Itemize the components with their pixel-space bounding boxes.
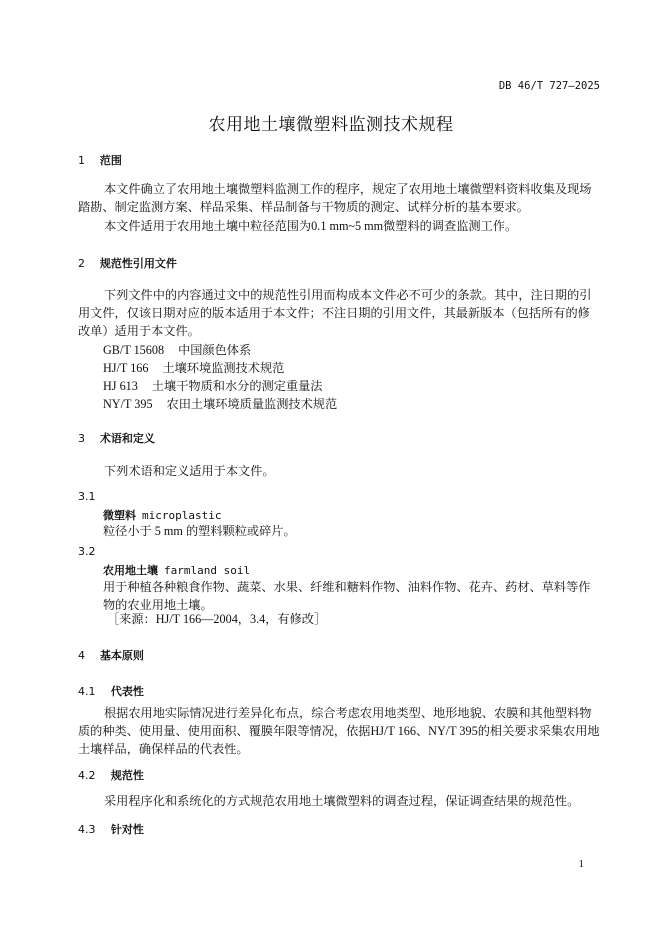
- reference-code: HJ/T 166: [103, 361, 149, 375]
- reference-title: 土壤干物质和水分的测定重量法: [151, 379, 323, 393]
- paragraph: 本文件确立了农用地土壤微塑料监测工作的程序，规定了农用地土壤微塑料资料收集及现场踏勘、制定监测方案、样品采集、样品制备与干物质的测定、试样分析的基本要求。: [78, 182, 592, 214]
- section-2-heading: [78, 255, 177, 271]
- reference-title: 土壤环境监测技术规范: [162, 361, 285, 375]
- subsection-title: 代表性: [110, 685, 144, 698]
- section-title: 基本原则: [99, 649, 144, 662]
- subsection-number: 4.1: [78, 685, 96, 698]
- subsection-title: 规范性: [110, 769, 144, 782]
- term-name-zh: 微塑料: [103, 509, 136, 522]
- section-1-heading: [78, 152, 122, 168]
- section-number: 2: [78, 257, 85, 270]
- subsection-title: 针对性: [110, 823, 144, 836]
- section-3-heading: [78, 430, 155, 446]
- reference-item: [103, 341, 251, 358]
- paragraph: 根据农用地实际情况进行差异化布点，综合考虑农用地类型、地形地貌、农膜和其他塑料物质的种类、使用量、使用面积、覆膜年限等情况，依据HJ/T 166、NY/T 395的相关要求采集农用地土壤样品，确保样品的代表性。: [78, 706, 600, 756]
- reference-item: [103, 377, 323, 394]
- term-source: ［来源：HJ/T 166—2004，3.4，有修改］: [107, 612, 327, 626]
- term-name-zh: 农用地土壤: [103, 564, 158, 577]
- document-title: 农用地土壤微塑料监测技术规程: [208, 115, 454, 135]
- section-number: 3: [78, 432, 85, 445]
- reference-title: 中国颜色体系: [178, 343, 252, 357]
- subsection-number: 4.3: [78, 823, 96, 836]
- term-name-en: farmland soil: [164, 564, 251, 577]
- subsection-number: 4.2: [78, 769, 96, 782]
- paragraph: 下列文件中的内容通过文中的规范性引用而构成本文件必不可少的条款。其中，注日期的引用文件，仅该日期对应的版本适用于本文件；不注日期的引用文件，其最新版本（包括所有的修改单）适用于本文件。: [78, 288, 592, 338]
- section-4-heading: [78, 647, 144, 663]
- reference-code: HJ 613: [103, 379, 138, 393]
- section-title: 规范性引用文件: [99, 257, 177, 270]
- term-name: [103, 507, 221, 523]
- reference-item: [103, 359, 284, 376]
- subsection-4-3-heading: [78, 821, 144, 837]
- term-number: 3.1: [78, 490, 96, 503]
- section-number: 4: [78, 649, 85, 662]
- term-name-en: microplastic: [142, 509, 222, 522]
- reference-item: [103, 395, 337, 412]
- paragraph: 采用程序化和系统化的方式规范农用地土壤微塑料的调查过程，保证调查结果的规范性。: [104, 794, 580, 808]
- term-definition: 粒径小于 5 mm 的塑料颗粒或碎片。: [103, 524, 296, 538]
- subsection-4-1-heading: [78, 683, 144, 699]
- paragraph: 本文件适用于农用地土壤中粒径范围为0.1 mm~5 mm微塑料的调查监测工作。: [104, 219, 518, 233]
- term-number: 3.2: [78, 545, 96, 558]
- subsection-4-2-heading: [78, 767, 144, 783]
- paragraph: 下列术语和定义适用于本文件。: [104, 464, 275, 478]
- page-number: 1: [578, 858, 584, 870]
- reference-title: 农田土壤环境质量监测技术规范: [166, 397, 338, 411]
- reference-code: GB/T 15608: [103, 343, 165, 357]
- term-definition: 用于种植各种粮食作物、蔬菜、水果、纤维和糖料作物、油料作物、花卉、药材、草料等作物的农业用地土壤。: [103, 580, 591, 612]
- section-number: 1: [78, 154, 85, 167]
- standard-code: DB 46/T 727—2025: [498, 80, 600, 92]
- section-title: 范围: [99, 154, 122, 167]
- reference-code: NY/T 395: [103, 397, 153, 411]
- term-name: [103, 562, 250, 578]
- section-title: 术语和定义: [99, 432, 155, 445]
